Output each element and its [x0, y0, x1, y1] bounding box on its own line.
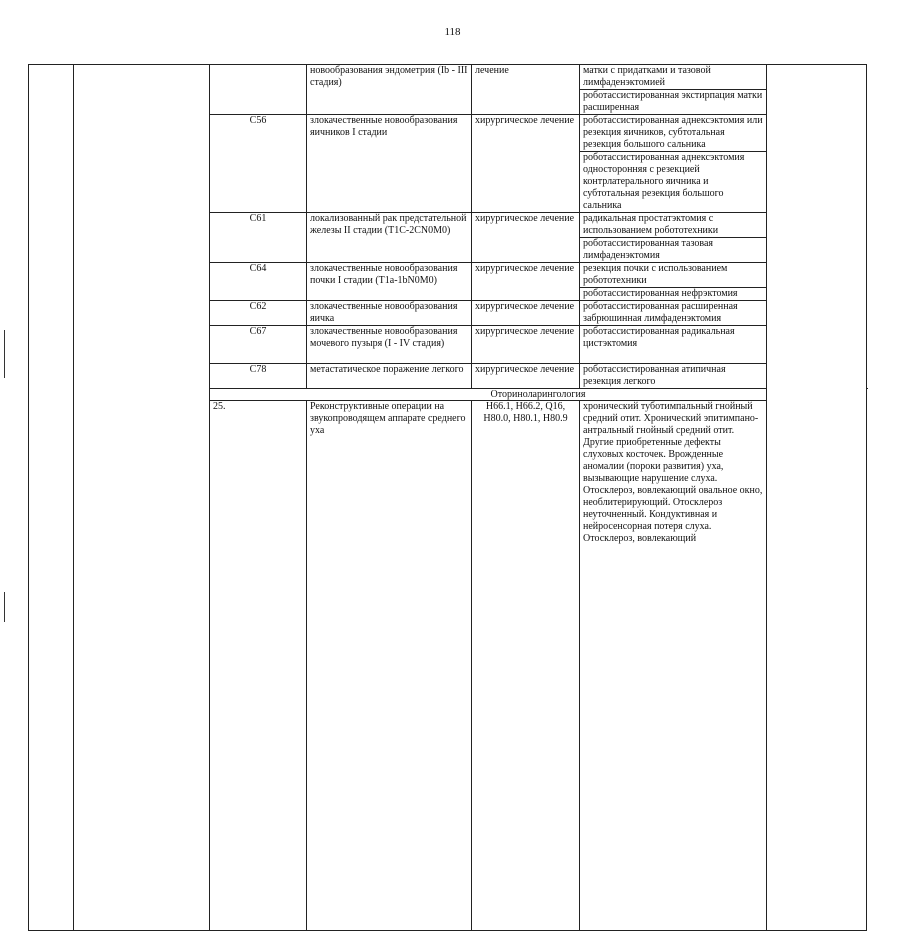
disease-cell: злокачественные новообразования почки I стадии (T1a-1bN0M0) [307, 263, 472, 301]
treatment-cell: лечение [472, 65, 580, 115]
code-cell [210, 65, 307, 115]
method-cell: радикальная простатэктомия с использованием робототехники [580, 213, 767, 238]
entry-number: 25. [210, 401, 307, 931]
code-cell: C62 [210, 301, 307, 326]
code-cell: C61 [210, 213, 307, 263]
code-cell: C67 [210, 326, 307, 364]
margin-rule [4, 330, 5, 378]
method-cell: роботассистированная атипичная резекция легкого [580, 364, 767, 389]
disease-cell: злокачественные новообразования яичка [307, 301, 472, 326]
treatment-cell: хирургическое лечение [472, 301, 580, 326]
care-types-table [28, 64, 867, 931]
name-cell [74, 65, 210, 931]
code-cell: H66.1, H66.2, Q16, H80.0, H80.1, H80.9 [472, 401, 580, 931]
method-cell: роботассистированная аднексэктомия или резекция яичников, субтотальная резекция большого сальника [580, 115, 767, 152]
price-cell [767, 65, 867, 931]
method-cell: роботассистированная расширенная забрюшинная лимфаденэктомия [580, 301, 767, 326]
disease-cell: злокачественные новообразования мочевого пузыря (I - IV стадия) [307, 326, 472, 364]
method-cell: роботассистированная экстирпация матки расширенная [580, 90, 767, 115]
method-cell: матки с придатками и тазовой лимфаденэктомией [580, 65, 767, 90]
method-cell: роботассистированная аднексэктомия односторонняя с резекцией контрлатерального яичника и субтотальная резекция большого сальника [580, 152, 767, 213]
disease-cell: локализованный рак предстательной железы II стадии (T1C-2CN0M0) [307, 213, 472, 263]
method-cell: роботассистированная тазовая лимфаденэктомия [580, 238, 767, 263]
page-number: 118 [444, 26, 461, 38]
entry-name: Реконструктивные операции на звукопроводящем аппарате среднего уха [307, 401, 472, 931]
treatment-cell: хирургическое лечение [472, 263, 580, 301]
code-cell: C56 [210, 115, 307, 213]
code-cell: C78 [210, 364, 307, 389]
disease-cell: хронический туботимпальный гнойный средний отит. Хронический эпитимпано-антральный гнойный средний отит. Другие приобретенные дефекты слуховых косточек. Врожденные аномалии (пороки развития) уха, вызывающие нарушение слуха. Отосклероз, вовлекающий овальное окно, необлитерирующий. Отосклероз неуточненный. Кондуктивная и нейросенсорная потеря слуха. Отосклероз, вовлекающий [580, 401, 767, 931]
section-title: Оториноларингология [210, 389, 867, 401]
treatment-cell: хирургическое лечение [472, 115, 580, 213]
number-cell [29, 65, 74, 931]
disease-cell: метастатическое поражение легкого [307, 364, 472, 389]
disease-cell: новообразования эндометрия (Ib - III стадия) [307, 65, 472, 115]
treatment-cell: хирургическое лечение [472, 364, 580, 389]
method-cell: роботассистированная нефрэктомия [580, 288, 767, 301]
margin-rule [4, 592, 5, 622]
disease-cell: злокачественные новообразования яичников I стадии [307, 115, 472, 213]
code-cell: C64 [210, 263, 307, 301]
table-row [29, 65, 867, 90]
treatment-cell: хирургическое лечение [472, 326, 580, 364]
treatment-cell: хирургическое лечение [472, 213, 580, 263]
method-cell: роботассистированная радикальная цистэктомия [580, 326, 767, 364]
method-cell: резекция почки с использованием робототехники [580, 263, 767, 288]
